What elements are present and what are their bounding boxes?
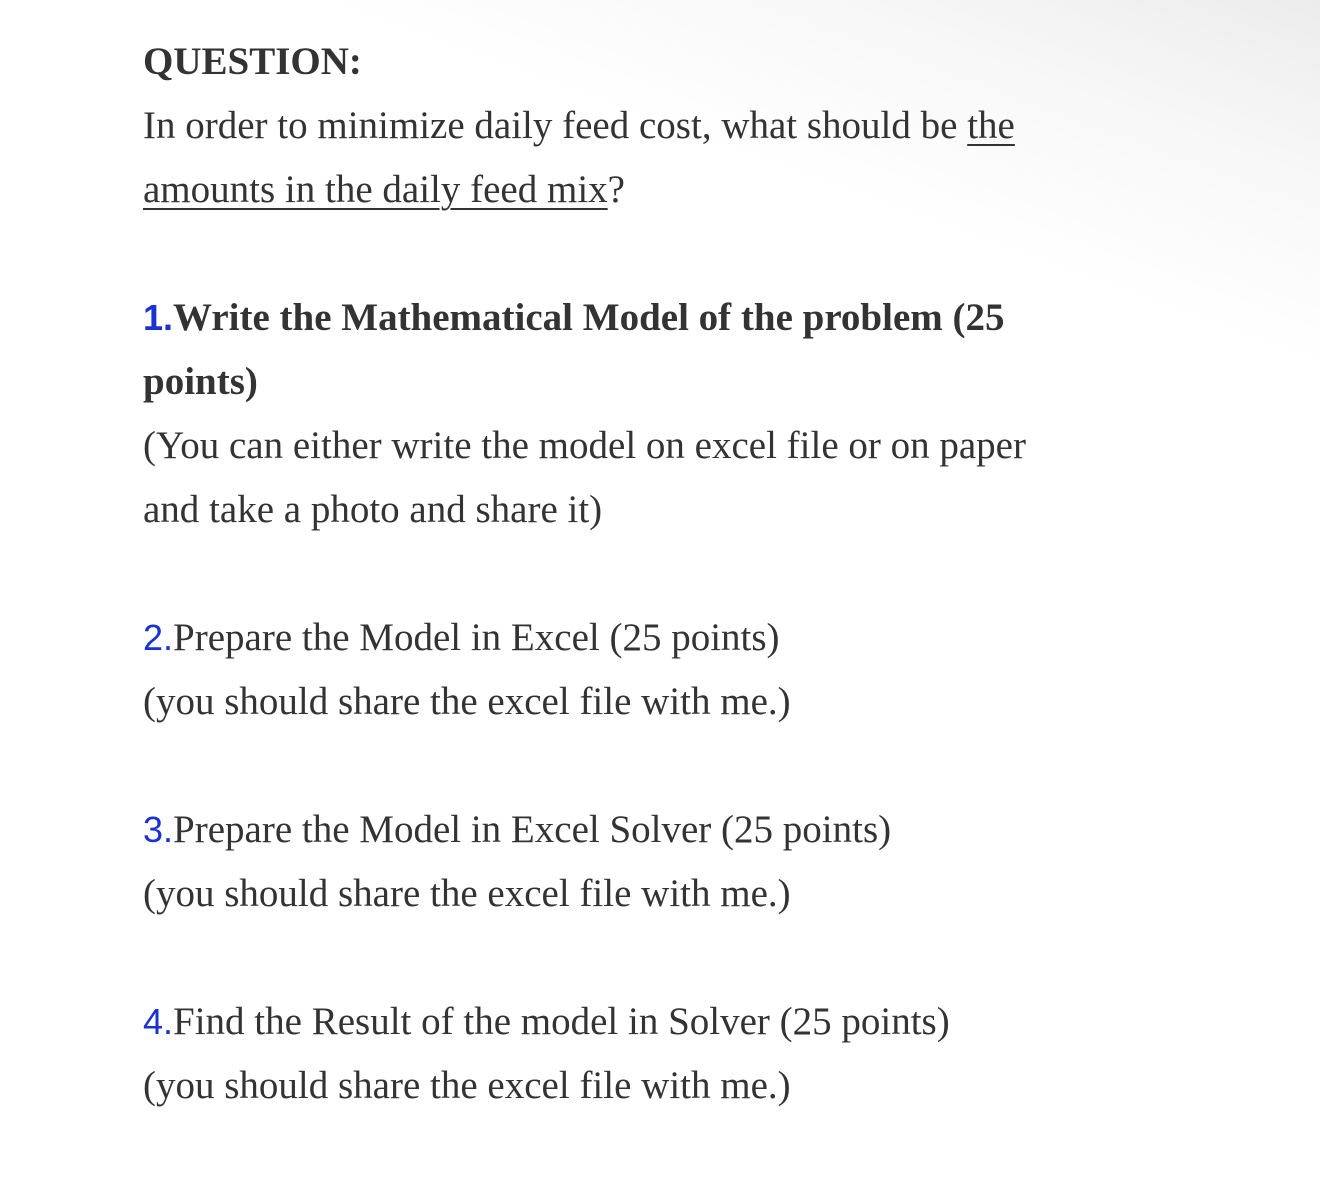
task-1-number: 1.: [143, 297, 174, 338]
spacer: [143, 542, 1143, 606]
task-3-number: 3.: [143, 809, 174, 850]
task-3-title-line: [143, 798, 1143, 862]
question-text: In order to minimize daily feed cost, what should be: [143, 104, 968, 147]
task-1-note-line-1: (You can either write the model on excel file or on paper: [143, 424, 1026, 467]
task-3-note: (you should share the excel file with me.): [143, 872, 791, 915]
question-content: [143, 36, 1143, 1118]
task-3-title: Prepare the Model in Excel Solver (25 points): [173, 808, 892, 851]
question-underlined-text-1: the: [967, 104, 1015, 147]
task-4-note: (you should share the excel file with me.): [143, 1064, 791, 1107]
spacer: [143, 734, 1143, 798]
task-item-1: [143, 286, 1143, 542]
task-4-number: 4.: [143, 1001, 174, 1042]
question-line-2: [143, 158, 1143, 222]
task-1-note-line-2: and take a photo and share it): [143, 488, 603, 531]
spacer: [143, 222, 1143, 286]
question-line-1: [143, 94, 1143, 158]
task-1-title-line-2: points): [143, 360, 258, 403]
task-item-2: [143, 606, 1143, 734]
spacer: [143, 926, 1143, 990]
task-2-title: Prepare the Model in Excel (25 points): [173, 616, 780, 659]
task-1-title: Write the Mathematical Model of the problem (25: [173, 296, 1005, 339]
task-1-title-line-1: [143, 286, 1143, 350]
task-4-title-line: [143, 990, 1143, 1054]
question-mark: ?: [607, 168, 625, 211]
task-2-number: 2.: [143, 617, 174, 658]
task-item-4: [143, 990, 1143, 1118]
task-4-title: Find the Result of the model in Solver (25 points): [173, 1000, 950, 1043]
question-underlined-text-2: amounts in the daily feed mix: [143, 168, 608, 211]
question-heading: QUESTION:: [143, 40, 362, 83]
task-item-3: [143, 798, 1143, 926]
task-2-note: (you should share the excel file with me.): [143, 680, 791, 723]
task-2-title-line: [143, 606, 1143, 670]
